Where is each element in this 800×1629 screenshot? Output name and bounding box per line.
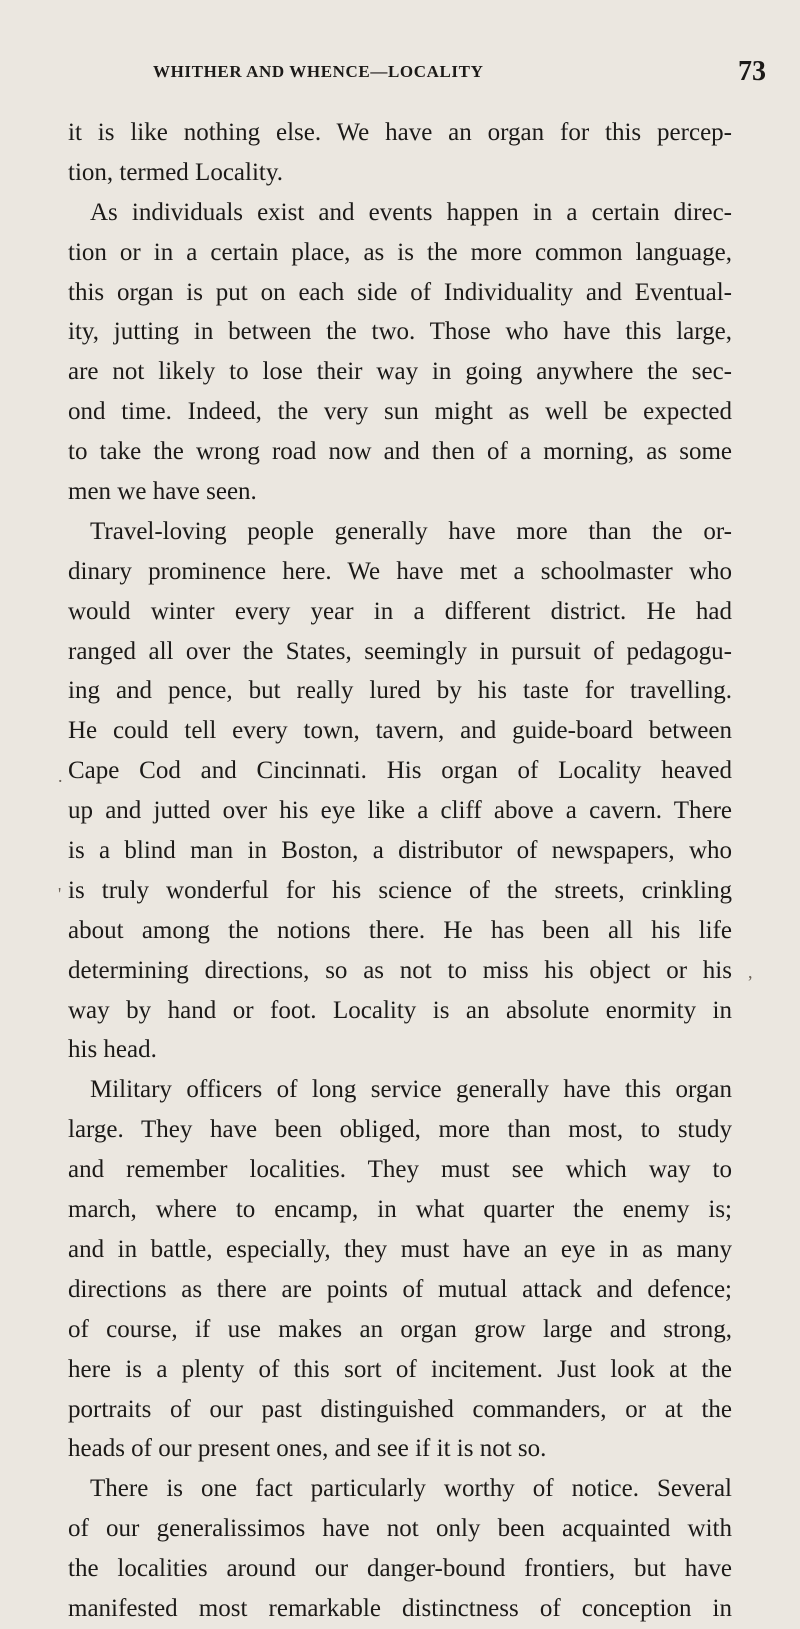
text-line: would winter every year in a different district. He had — [68, 597, 732, 625]
text-line: ond time. Indeed, the very sun might as well be expected — [68, 398, 732, 426]
text-line: to take the wrong road now and then of a morning, as some — [68, 438, 732, 466]
text-line: ranged all over the States, seemingly in pursuit of pedagogu- — [68, 637, 732, 665]
text-line: directions as there are points of mutual attack and defence; — [68, 1275, 732, 1303]
running-head: WHITHER AND WHENCE—LOCALITY — [153, 62, 484, 81]
text-line: is truly wonderful for his science of the streets, crinkling — [68, 876, 732, 904]
text-line: men we have seen. — [68, 478, 257, 506]
text-line: is a blind man in Boston, a distributor of newspapers, who — [68, 837, 732, 865]
body-text — [68, 113, 732, 1629]
page-number: 73 — [738, 56, 766, 87]
text-line: the localities around our danger-bound frontiers, but have — [68, 1555, 732, 1583]
text-line: are not likely to lose their way in going anywhere the sec- — [68, 358, 732, 386]
text-line: this organ is put on each side of Individuality and Eventual- — [68, 278, 732, 306]
text-line: ing and pence, but really lured by his taste for travelling. — [68, 677, 732, 705]
text-line: There is one fact particularly worthy of notice. Several — [90, 1475, 732, 1503]
text-line: determining directions, so as not to miss his object or his — [68, 956, 732, 984]
stray-mark: . — [58, 766, 63, 786]
text-line: Travel-loving people generally have more than the or- — [90, 517, 732, 545]
text-line: and in battle, especially, they must have an eye in as many — [68, 1235, 732, 1263]
text-line: manifested most remarkable distinctness of conception in — [68, 1594, 732, 1622]
text-line: of course, if use makes an organ grow large and strong, — [68, 1315, 732, 1343]
text-line: up and jutted over his eye like a cliff above a cavern. There — [68, 797, 732, 825]
text-line: He could tell every town, tavern, and guide-board between — [68, 717, 732, 745]
text-line: As individuals exist and events happen in a certain direc- — [90, 198, 732, 226]
text-line: his head. — [68, 1036, 157, 1064]
text-line: large. They have been obliged, more than most, to study — [68, 1116, 732, 1144]
text-line: Military officers of long service generally have this organ — [90, 1076, 732, 1104]
text-line: of our generalissimos have not only been acquainted with — [68, 1515, 732, 1543]
text-line: ity, jutting in between the two. Those who have this large, — [68, 318, 732, 346]
text-line: here is a plenty of this sort of incitement. Just look at the — [68, 1355, 732, 1383]
text-line: march, where to encamp, in what quarter the enemy is; — [68, 1196, 732, 1224]
page-header — [0, 56, 800, 94]
text-line: portraits of our past distinguished commanders, or at the — [68, 1395, 732, 1423]
text-line: way by hand or foot. Locality is an absolute enormity in — [68, 996, 732, 1024]
text-line: tion, termed Locality. — [68, 158, 283, 186]
text-line: tion or in a certain place, as is the more common language, — [68, 238, 732, 266]
stray-mark: ' — [58, 884, 62, 904]
text-line: Cape Cod and Cincinnati. His organ of Locality heaved — [68, 757, 732, 785]
stray-mark: , — [748, 962, 753, 982]
text-line: heads of our present ones, and see if it is not so. — [68, 1435, 547, 1463]
text-line: dinary prominence here. We have met a schoolmaster who — [68, 557, 732, 585]
text-line: about among the notions there. He has been all his life — [68, 916, 732, 944]
text-line: and remember localities. They must see which way to — [68, 1156, 732, 1184]
text-line: it is like nothing else. We have an organ for this percep- — [68, 119, 732, 146]
